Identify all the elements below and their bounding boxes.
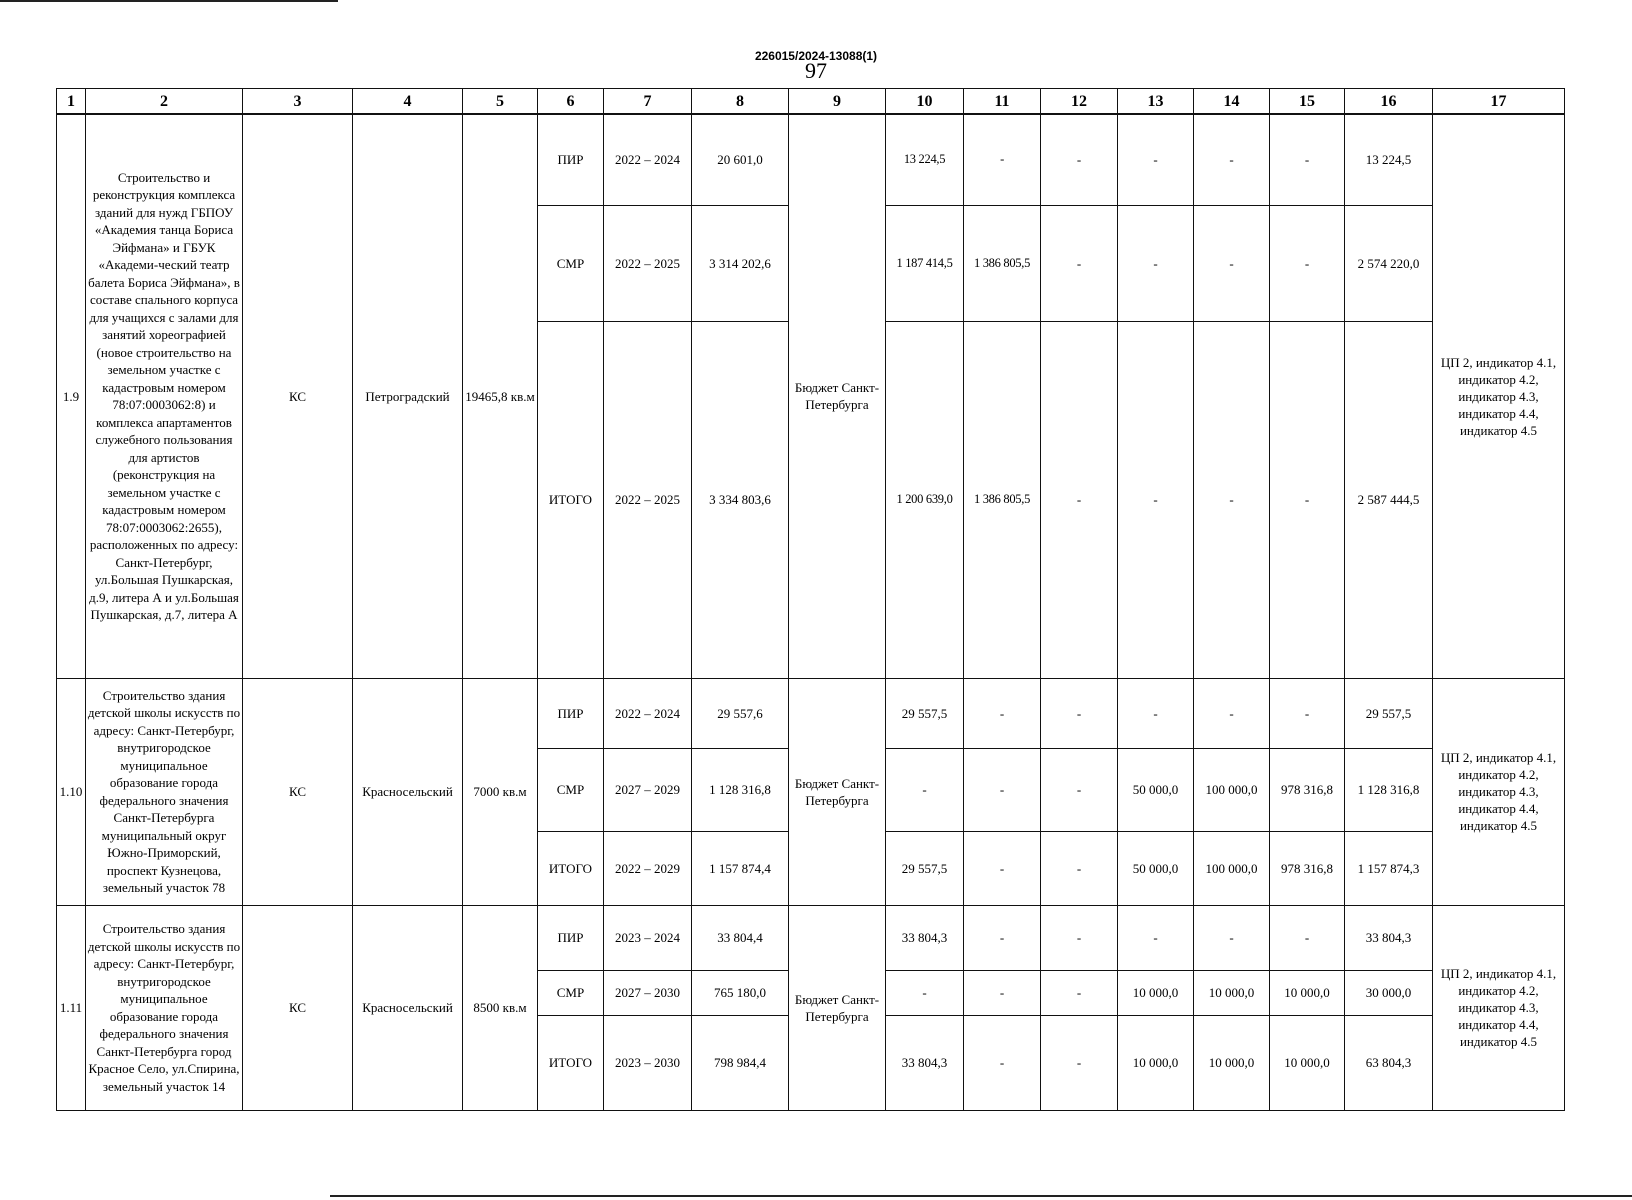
year-value-cell: 1 200 639,0 (886, 321, 964, 678)
column-header: 8 (692, 89, 789, 115)
year-value-cell: 100 000,0 (1194, 748, 1270, 831)
period-cell: 2027 – 2029 (604, 748, 692, 831)
year-value-cell: - (1270, 905, 1345, 970)
total-cost-cell: 3 314 202,6 (692, 205, 789, 321)
funding-source-cell: Бюджет Санкт-Петербурга (789, 905, 886, 1110)
year-value-cell: 10 000,0 (1194, 1015, 1270, 1110)
year-value-cell: - (1041, 678, 1118, 748)
year-value-cell: 1 386 805,5 (964, 205, 1041, 321)
year-value-cell: - (1118, 678, 1194, 748)
total-cost-cell: 29 557,6 (692, 678, 789, 748)
year-value-cell: 1 157 874,3 (1345, 831, 1433, 905)
year-value-cell: 1 128 316,8 (1345, 748, 1433, 831)
year-value-cell: 978 316,8 (1270, 748, 1345, 831)
year-value-cell: 1 187 414,5 (886, 205, 964, 321)
indicators-cell: ЦП 2, индикатор 4.1, индикатор 4.2, индикатор 4.3, индикатор 4.4, индикатор 4.5 (1433, 678, 1565, 905)
indicators-cell: ЦП 2, индикатор 4.1, индикатор 4.2, индикатор 4.3, индикатор 4.4, индикатор 4.5 (1433, 114, 1565, 678)
year-value-cell: - (964, 831, 1041, 905)
column-header: 12 (1041, 89, 1118, 115)
funding-source-cell: Бюджет Санкт-Петербурга (789, 678, 886, 905)
row-number-cell: 1.9 (57, 114, 86, 678)
column-header: 1 (57, 89, 86, 115)
district-cell: Петроградский (353, 114, 463, 678)
row-number-cell: 1.11 (57, 905, 86, 1110)
year-value-cell: 10 000,0 (1118, 970, 1194, 1015)
column-header: 11 (964, 89, 1041, 115)
year-value-cell: - (1041, 321, 1118, 678)
total-cost-cell: 1 128 316,8 (692, 748, 789, 831)
total-cost-cell: 765 180,0 (692, 970, 789, 1015)
stage-cell: ИТОГО (538, 1015, 604, 1110)
total-cost-cell: 20 601,0 (692, 114, 789, 205)
period-cell: 2022 – 2025 (604, 321, 692, 678)
year-value-cell: 2 574 220,0 (1345, 205, 1433, 321)
year-value-cell: - (1194, 905, 1270, 970)
year-value-cell: 2 587 444,5 (1345, 321, 1433, 678)
year-value-cell: 29 557,5 (1345, 678, 1433, 748)
top-rule (0, 0, 338, 2)
year-value-cell: 33 804,3 (886, 1015, 964, 1110)
year-value-cell: - (1041, 970, 1118, 1015)
period-cell: 2023 – 2024 (604, 905, 692, 970)
year-value-cell: - (1118, 905, 1194, 970)
year-value-cell: - (1041, 205, 1118, 321)
column-header: 14 (1194, 89, 1270, 115)
year-value-cell: 978 316,8 (1270, 831, 1345, 905)
year-value-cell: 10 000,0 (1194, 970, 1270, 1015)
year-value-cell: - (1041, 905, 1118, 970)
column-header: 9 (789, 89, 886, 115)
period-cell: 2022 – 2029 (604, 831, 692, 905)
period-cell: 2027 – 2030 (604, 970, 692, 1015)
period-cell: 2022 – 2024 (604, 114, 692, 205)
year-value-cell: - (1194, 205, 1270, 321)
district-cell: Красносельский (353, 678, 463, 905)
column-header: 2 (86, 89, 243, 115)
year-value-cell: - (1041, 831, 1118, 905)
total-cost-cell: 3 334 803,6 (692, 321, 789, 678)
year-value-cell: - (1270, 678, 1345, 748)
year-value-cell: 50 000,0 (1118, 831, 1194, 905)
object-name-cell: Строительство здания детской школы искусств по адресу: Санкт-Петербург, внутригородское муниципальное образование города федерального значения Санкт-Петербурга муниципальный округ Южно-Приморский, проспект Кузнецова, земельный участок 78 (86, 678, 243, 905)
row-number-cell: 1.10 (57, 678, 86, 905)
column-header: 13 (1118, 89, 1194, 115)
year-value-cell: 30 000,0 (1345, 970, 1433, 1015)
year-value-cell: - (1041, 748, 1118, 831)
object-name-cell: Строительство и реконструкция комплекса зданий для нужд ГБПОУ «Академия танца Бориса Эйфмана» и ГБУК «Академи-ческий театр балета Бориса Эйфмана», в составе спального корпуса для учащихся с залами для занятий хореографией (новое строительство на земельном участке с кадастровым номером 78:07:0003062:8) и комплекса апартаментов служебного пользования для артистов (реконструкция на земельном участке с кадастровым номером 78:07:0003062:2655), расположенных по адресу: Санкт-Петербург, ул.Большая Пушкарская, д.9, литера А и ул.Большая Пушкарская, д.7, литера А (86, 114, 243, 678)
total-cost-cell: 33 804,4 (692, 905, 789, 970)
year-value-cell: 33 804,3 (886, 905, 964, 970)
stage-cell: СМР (538, 748, 604, 831)
year-value-cell: - (1270, 114, 1345, 205)
column-header: 4 (353, 89, 463, 115)
stage-cell: ИТОГО (538, 831, 604, 905)
year-value-cell: 63 804,3 (1345, 1015, 1433, 1110)
indicators-cell: ЦП 2, индикатор 4.1, индикатор 4.2, индикатор 4.3, индикатор 4.4, индикатор 4.5 (1433, 905, 1565, 1110)
column-header: 7 (604, 89, 692, 115)
year-value-cell: 13 224,5 (886, 114, 964, 205)
year-value-cell: 29 557,5 (886, 831, 964, 905)
area-cell: 19465,8 кв.м (463, 114, 538, 678)
year-value-cell: - (1041, 1015, 1118, 1110)
object-type-cell: КС (243, 678, 353, 905)
year-value-cell: - (1118, 114, 1194, 205)
year-value-cell: - (1194, 114, 1270, 205)
year-value-cell: 29 557,5 (886, 678, 964, 748)
area-cell: 7000 кв.м (463, 678, 538, 905)
year-value-cell: 10 000,0 (1118, 1015, 1194, 1110)
stage-cell: СМР (538, 970, 604, 1015)
year-value-cell: 100 000,0 (1194, 831, 1270, 905)
table-row (57, 114, 1565, 205)
year-value-cell: 10 000,0 (1270, 970, 1345, 1015)
column-header: 15 (1270, 89, 1345, 115)
year-value-cell: 13 224,5 (1345, 114, 1433, 205)
year-value-cell: - (1041, 114, 1118, 205)
document-number: 226015/2024-13088(1) (754, 49, 878, 63)
column-header: 17 (1433, 89, 1565, 115)
year-value-cell: - (964, 905, 1041, 970)
column-header: 3 (243, 89, 353, 115)
page-number: 97 (805, 58, 827, 83)
column-header: 10 (886, 89, 964, 115)
stage-cell: СМР (538, 205, 604, 321)
column-header: 16 (1345, 89, 1433, 115)
stage-cell: ПИР (538, 678, 604, 748)
year-value-cell: - (964, 678, 1041, 748)
district-cell: Красносельский (353, 905, 463, 1110)
table-row (57, 905, 1565, 970)
year-value-cell: 10 000,0 (1270, 1015, 1345, 1110)
object-type-cell: КС (243, 114, 353, 678)
bottom-rule (330, 1195, 1632, 1197)
stage-cell: ИТОГО (538, 321, 604, 678)
year-value-cell: - (1270, 205, 1345, 321)
funding-source-cell: Бюджет Санкт-Петербурга (789, 114, 886, 678)
program-table (56, 88, 1565, 1111)
object-name-cell: Строительство здания детской школы искусств по адресу: Санкт-Петербург, внутригородское муниципальное образование города федерального значения Санкт-Петербурга город Красное Село, ул.Спирина, земельный участок 14 (86, 905, 243, 1110)
year-value-cell: - (964, 748, 1041, 831)
year-value-cell: - (886, 970, 964, 1015)
object-type-cell: КС (243, 905, 353, 1110)
year-value-cell: - (1118, 205, 1194, 321)
stage-cell: ПИР (538, 905, 604, 970)
column-header: 5 (463, 89, 538, 115)
year-value-cell: - (964, 1015, 1041, 1110)
year-value-cell: - (964, 970, 1041, 1015)
year-value-cell: 1 386 805,5 (964, 321, 1041, 678)
stage-cell: ПИР (538, 114, 604, 205)
column-header: 6 (538, 89, 604, 115)
period-cell: 2022 – 2024 (604, 678, 692, 748)
year-value-cell: - (1194, 678, 1270, 748)
area-cell: 8500 кв.м (463, 905, 538, 1110)
year-value-cell: - (886, 748, 964, 831)
table-row (57, 678, 1565, 748)
total-cost-cell: 798 984,4 (692, 1015, 789, 1110)
year-value-cell: - (1194, 321, 1270, 678)
period-cell: 2023 – 2030 (604, 1015, 692, 1110)
period-cell: 2022 – 2025 (604, 205, 692, 321)
year-value-cell: - (1118, 321, 1194, 678)
total-cost-cell: 1 157 874,4 (692, 831, 789, 905)
year-value-cell: 33 804,3 (1345, 905, 1433, 970)
year-value-cell: 50 000,0 (1118, 748, 1194, 831)
header-row (57, 89, 1565, 115)
year-value-cell: - (1270, 321, 1345, 678)
year-value-cell: - (964, 114, 1041, 205)
